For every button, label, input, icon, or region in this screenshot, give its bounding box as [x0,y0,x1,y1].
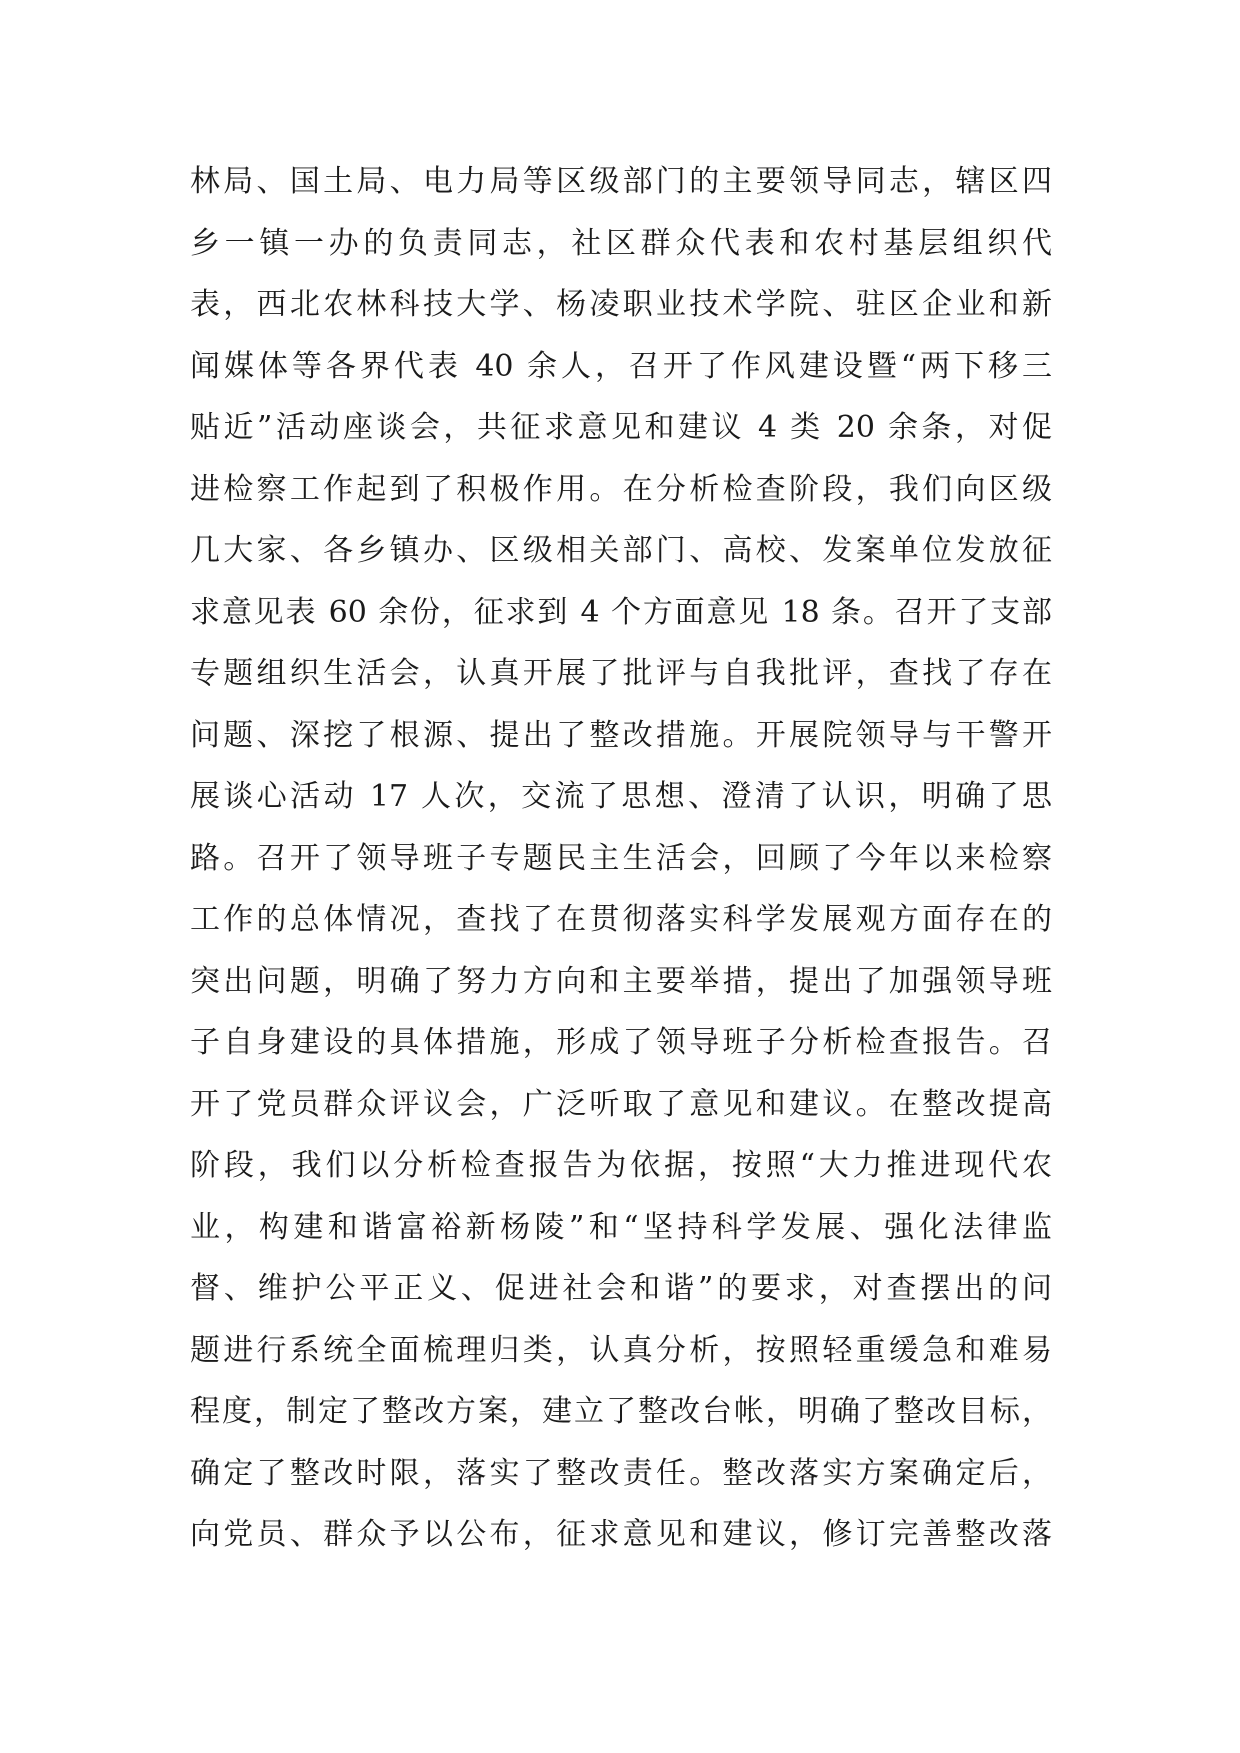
text-line: 表，西北农林科技大学、杨凌职业技术学院、驻区企业和新 [190,287,1052,322]
text-line: 闻媒体等各界代表 40 余人，召开了作风建设暨“两下移三 [190,348,1052,384]
text-line: 展谈心活动 17 人次，交流了思想、澄清了认识，明确了思 [190,779,1052,814]
text-line: 问题、深挖了根源、提出了整改措施。开展院领导与干警开 [190,717,1052,753]
text-line: 开了党员群众评议会，广泛听取了意见和建议。在整改提高 [190,1086,1052,1122]
body-paragraph [190,158,1052,1573]
text-line: 工作的总体情况，查找了在贯彻落实科学发展观方面存在的 [190,902,1052,937]
text-line: 求意见表 60 余份，征求到 4 个方面意见 18 条。召开了支部 [190,594,1052,630]
text-line: 路。召开了领导班子专题民主生活会，回顾了今年以来检察 [190,840,1052,876]
text-line: 确定了整改时限，落实了整改责任。整改落实方案确定后， [190,1455,1052,1491]
text-line: 乡一镇一办的负责同志，社区群众代表和农村基层组织代 [190,225,1052,261]
text-line: 督、维护公平正义、促进社会和谐”的要求，对查摆出的问 [190,1271,1052,1306]
text-line: 突出问题，明确了努力方向和主要举措，提出了加强领导班 [190,963,1052,999]
text-line: 子自身建设的具体措施，形成了领导班子分析检查报告。召 [190,1025,1052,1060]
text-line: 几大家、各乡镇办、区级相关部门、高校、发案单位发放征 [190,533,1052,568]
text-line: 进检察工作起到了积极作用。在分析检查阶段，我们向区级 [190,471,1052,507]
text-line: 林局、国土局、电力局等区级部门的主要领导同志，辖区四 [190,164,1052,199]
text-line: 阶段，我们以分析检查报告为依据，按照“大力推进现代农 [190,1148,1052,1183]
text-line: 专题组织生活会，认真开展了批评与自我批评，查找了存在 [190,656,1052,691]
text-line: 贴近”活动座谈会，共征求意见和建议 4 类 20 余条，对促 [190,410,1052,445]
text-line: 题进行系统全面梳理归类，认真分析，按照轻重缓急和难易 [190,1332,1052,1368]
text-line: 向党员、群众予以公布，征求意见和建议，修订完善整改落 [190,1517,1052,1552]
text-line: 程度，制定了整改方案，建立了整改台帐，明确了整改目标， [190,1394,1052,1429]
text-line: 业，构建和谐富裕新杨陵”和“坚持科学发展、强化法律监 [190,1209,1052,1245]
